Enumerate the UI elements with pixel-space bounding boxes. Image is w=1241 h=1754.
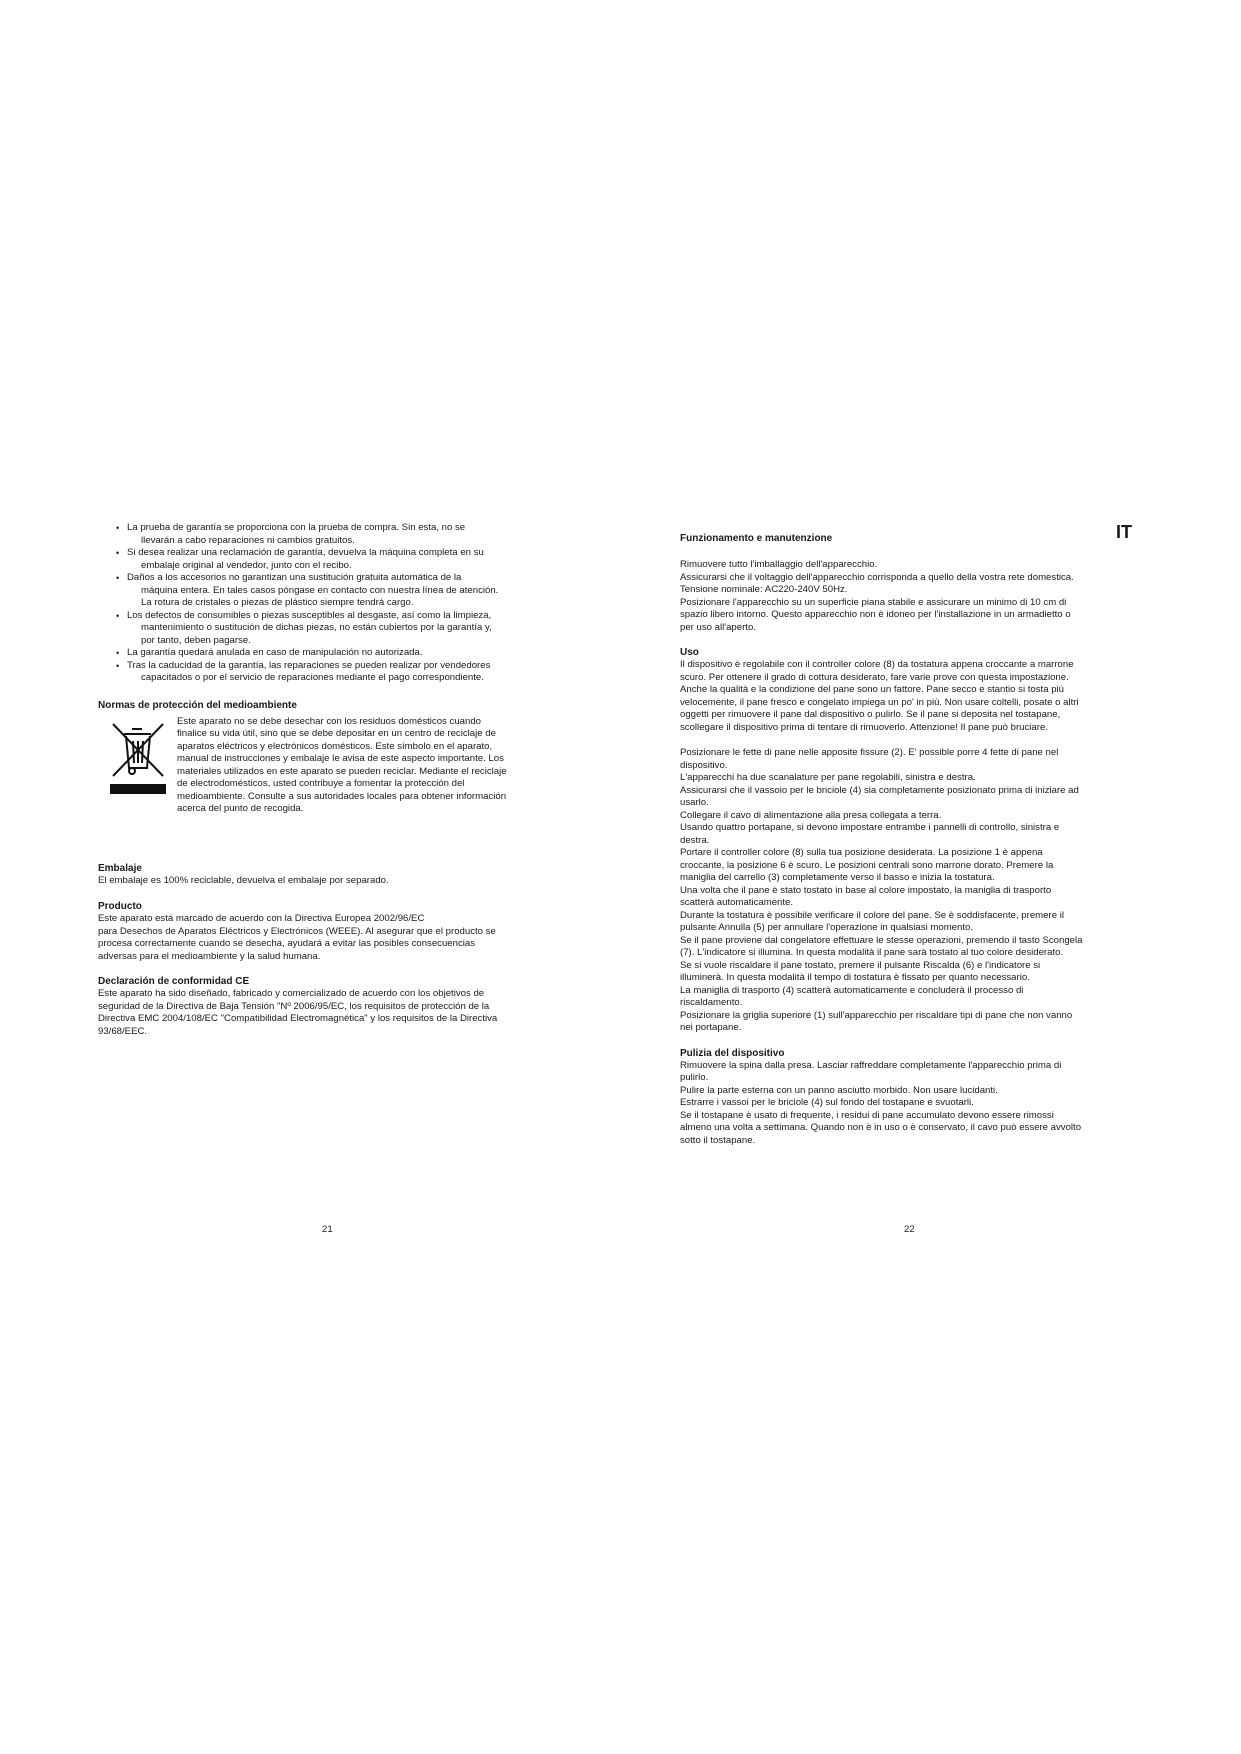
list-item: • La prueba de garantía se proporciona con la prueba de compra. Sin esta, no se llevarán a cabo reparaciones ni cambios gratuitos. [117, 522, 563, 547]
usage-section: Posizionare le fette di pane nelle apposite fissure (2). E' possible porre 4 fette di pane nel dispositivo. L'apparecchi ha due scanalature per pane regolabili, sinistra e destra. Assicurarsi che il vassoio per le briciole (4) sia completamente posizionato prima di iniziare ad usarlo. Collegare il cavo di alimentazione alla presa collegata a terra. Usando quattro portapane, si devono impostare entrambe i pannelli di controllo, sinistra e destra. Portare il controller colore (8) sulla tua posizione desiderata. La posizione 1 è appena croccante, la posizione 6 è scuro. Le posizioni centrali sono marrone dorato. Premere la maniglia del carrello (3) completamente verso il basso e inizia la tostatura. Una volta che il pane è stato tostato in base al colore impostato, la maniglia di trasporto scatterà automaticamente. Durante la tostatura è possibile verificare il colore del pane. Se è soddisfacente, premere il pulsante Annulla (5) per annullare l'operazione in qualsiasi momento. Se il pane proviene dal congelatore effettuare le stesse operazioni, premendo il tasto Scongela (7). L'indicatore si illumina. In questa modalità il pane sarà tostato al tuo colore desiderato. Se si vuole riscaldare il pane tostato, premere il pulsante Riscalda (6) e l'indicatore si illuminerà. In questa modalità il tempo di tostatura è fissato per quanto necessario. La maniglia di trasporto (4) scatterà automaticamente e concluderà il processo di riscaldamento. Posizionare la griglia superiore (1) sull'apparecchio per riscaldare tipi di pane che non vanno nei portapane. [680, 747, 1083, 1033]
product-heading: Producto [98, 901, 142, 912]
crossed-out-wheelie-bin-icon [110, 720, 166, 794]
warranty-bullet-list [98, 522, 563, 685]
uso-section: Il dispositivo è regolabile con il controller colore (8) da tostatura appena croccante a marrone scuro. Per ottenere il grado di cottura desiderato, fare varie prove con questa impostazione. Anche la qualità e la condizione del pane sono un fattore. Pane secco e stantio si tosta più velocemente, il pane fresco e congelato impiega un po' in più. Non usare coltelli, posate o altri oggetti per rimuovere il pane dal dispositivo o pulirlo. Se il pane si deposita nel tostapane, scollegare il dispositivo prima di tentare di rimuoverlo. Attenzione! Il pane può bruciare. [680, 659, 1079, 733]
operation-heading: Funzionamento e manutenzione [680, 533, 833, 544]
cleaning-section: Rimuovere la spina dalla presa. Lasciar raffreddare completamente l'apparecchio prima di pulirlo. Pulire la parte esterna con un panno asciutto morbido. Non usare lucidanti. Estrarre i vassoi per le briciole (4) sul fondo del tostapane e svuotarli. Se il tostapane è usato di frequente, i residui di pane accumulato devono essere rimossi almeno una volta a settimana. Quando non è in uso o è conservato, il cavo può essere avvolto sotto il tostapane. [680, 1059, 1082, 1146]
env-block [98, 712, 563, 854]
packaging-heading: Embalaje [98, 862, 142, 874]
packaging-text: El embalaje es 100% reciclable, devuelva el embalaje por separado. [98, 874, 389, 886]
intro-section: Rimuovere tutto l'imballaggio dell'apparecchio. Assicurarsi che il voltaggio dell'apparecchio corrisponda a quello della vostra rete domestica. Tensione nominale: AC220-240V 50Hz. Posizionare l'apparecchio su un superficie piana stabile e assicurare un minimo di 10 cm di spazio libero intorno. Questo apparecchio non è idoneo per l'installazione in un armadietto o per uso all'aperto. [680, 559, 1074, 633]
env-text: Este aparato no se debe desechar con los residuos domésticos cuando finalice su vida útil, sino que se debe depositar en un centro de reciclaje de aparatos eléctricos y electrónicos domésticos. Este símbolo en el aparato, manual de instrucciones y embalaje le avisa de este aspecto importante. Los materiales utilizados en este aparato se pueden reciclar. Mediante el reciclaje de electrodomésticos, usted contribuye a fomentar la protección del medioambiente. Consulte a sus autoridades locales para obtener información acerca del punto de recogida. [177, 715, 507, 814]
list-item: • Tras la caducidad de la garantía, las reparaciones se pueden realizar por vendedores capacitados o por el servicio de reparaciones mediante el pago correspondiente. [117, 660, 563, 685]
page-right [680, 522, 1142, 1147]
ce-heading: Declaración de conformidad CE [98, 976, 250, 987]
list-item: • Daños a los accesorios no garantizan una sustitución gratuita automática de la máquina entera. En tales casos póngase en contacto con nuestra línea de atención. La rotura de cristales o piezas de plástico siempre tendrá cargo. [117, 572, 563, 610]
page-number-left: 21 [322, 1224, 333, 1235]
list-item: • La garantía quedará anulada en caso de manipulación no autorizada. [117, 647, 563, 660]
env-heading: Normas de protección del medioambiente [98, 699, 297, 711]
page-left: • La prueba de garantía se proporciona con la prueba de compra. Sin esta, no se llevarán a cabo reparaciones ni cambios gratuitos. • Si desea realizar una reclamación de garantía, devuelva la máquina completa en su embalaje original al vendedor, junto con el recibo. • Daños a los accesorios no garantizan una sustitución gratuita automática de la máquina entera. En tales casos póngase en contacto con nuestra línea de atención. La rotura de cristales o piezas de plástico siempre tendrá cargo. • Los defectos de consumibles o piezas susceptibles al desgaste, así como la limpieza, mantenimiento o sustitución de dichas piezas, no están cubiertos por la garantía y, por tanto, deben pagarse. • La garantía quedará anulada en caso de manipulación no autorizada. • Tras la caducidad de la garantía, las reparaciones se pueden realizar por vendedores capacitados o por el servicio de reparaciones mediante el pago correspondiente. Normas de protección del medioambiente Este aparato no se debe desechar con los residuos domésticos cuando finalice su vida útil, sino que se debe depositar en un centro de reciclaje de aparatos eléctricos y electrónicos domésticos. Este símbolo en el aparato, manual de instrucciones y embalaje le avisa de este aspecto importante. Los materiales utilizados en este aparato se pueden reciclar. Mediante el reciclaje de electrodomésticos, usted contribuye a fomentar la protección del medioambiente. Consulte a sus autoridades locales para obtener información acerca del punto de recogida. Embalaje El embalaje es 100% reciclable, devuelva el embalaje por separado. Producto Este aparato está marcado de acuerdo con la Directiva Europea 2002/96/EC para Desechos de Aparatos Eléctricos y Electrónicos (WEEE). Al asegurar que el producto se procesa correctamente cuando se desecha, ayudará a evitar las posibles consecuencias adversas para el medioambiente y la salud humana. Declaración de conformidad CE Este aparato ha sido diseñado, fabricado y comercializado de acuerdo con los objetivos de seguridad de la Directiva de Baja Tensión "Nº 2006/95/EC, los requisitos de protección de la Directiva EMC 2004/108/EC "Compatibilidad Electromagnética" y los requisitos de la Directiva 93/68/EEC. [98, 522, 563, 1038]
list-item: • Si desea realizar una reclamación de garantía, devuelva la máquina completa en su embalaje original al vendedor, junto con el recibo. [117, 547, 563, 572]
language-badge: IT [1116, 522, 1132, 542]
uso-heading: Uso [680, 647, 699, 658]
list-item: • Los defectos de consumibles o piezas susceptibles al desgaste, así como la limpieza, mantenimiento o sustitución de dichas piezas, no están cubiertos por la garantía y, por tanto, deben pagarse. [117, 610, 563, 648]
cleaning-heading: Pulizia del dispositivo [680, 1047, 785, 1059]
page-number-right: 22 [904, 1224, 915, 1235]
